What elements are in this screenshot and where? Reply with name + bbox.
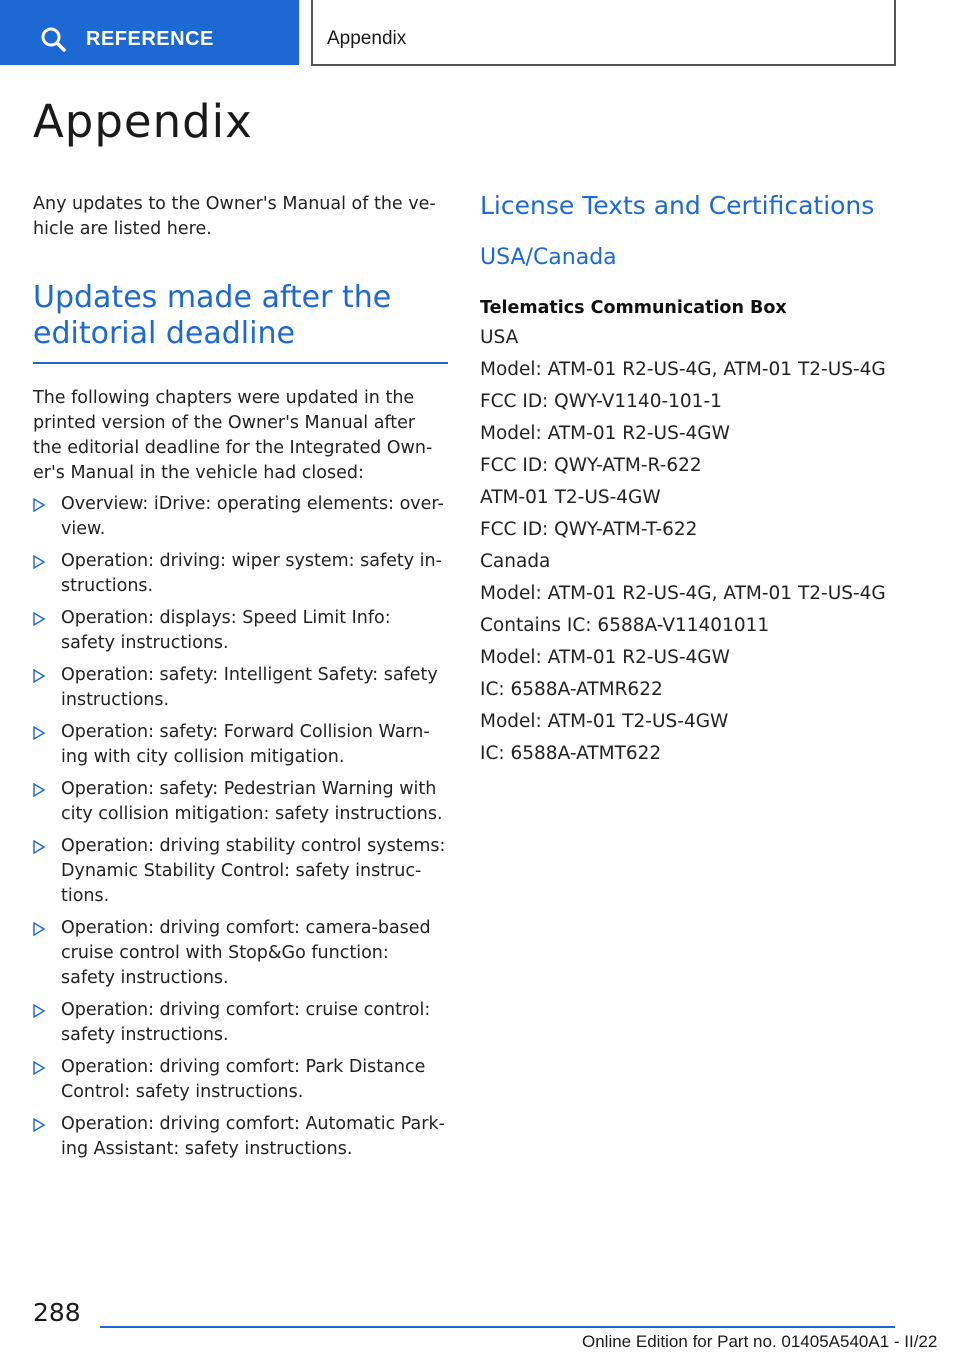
cert-line: Model: ATM-01 R2-US-4GW — [480, 423, 730, 444]
updates-paragraph: The following chapters were updated in the printed version of the Owner's Manual after the editorial deadline for the Integrated Own-er's Manual in the vehicle had closed: — [33, 387, 433, 483]
list-item-text: Operation: driving comfort: Park Distance Control: safety instructions. — [61, 1056, 426, 1102]
right-column — [480, 190, 910, 770]
updates-heading: Updates made after the editorial deadline — [33, 280, 392, 351]
triangle-bullet-icon — [33, 840, 45, 854]
search-icon — [40, 26, 66, 52]
cert-line: IC: 6588A-ATMR622 — [480, 679, 663, 700]
list-item — [33, 720, 448, 770]
intro-text: Any updates to the Owner's Manual of the ve-hicle are listed here. — [33, 194, 436, 239]
device-name: Telematics Communication Box — [480, 298, 787, 318]
list-item — [33, 606, 448, 656]
chapter-title: Appendix — [327, 28, 407, 49]
list-item — [33, 834, 448, 909]
triangle-bullet-icon — [33, 922, 45, 936]
list-item-text: Operation: safety: Intelligent Safety: safety instructions. — [61, 664, 438, 710]
cert-line: Model: ATM-01 R2-US-4G, ATM-01 T2-US-4G — [480, 583, 886, 604]
list-item-text: Operation: driving comfort: camera-based cruise control with Stop&Go function: safety instructions. — [61, 917, 431, 988]
triangle-bullet-icon — [33, 1004, 45, 1018]
cert-line: FCC ID: QWY-ATM-T-622 — [480, 519, 698, 540]
list-item-text: Operation: safety: Pedestrian Warning with city collision mitigation: safety instructions. — [61, 778, 443, 824]
section-label: REFERENCE — [86, 28, 214, 50]
page-number: 288 — [33, 1298, 81, 1327]
triangle-bullet-icon — [33, 1118, 45, 1132]
list-item-text: Operation: driving comfort: Automatic Park-ing Assistant: safety instructions. — [61, 1113, 445, 1159]
list-item — [33, 777, 448, 827]
list-item — [33, 549, 448, 599]
cert-line: Canada — [480, 551, 551, 572]
heading-rule — [33, 362, 448, 364]
region-heading: USA/Canada — [480, 245, 617, 270]
list-item — [33, 1112, 448, 1162]
triangle-bullet-icon — [33, 726, 45, 740]
cert-line: Model: ATM-01 R2-US-4GW — [480, 647, 730, 668]
list-item — [33, 998, 448, 1048]
left-column — [33, 192, 448, 1169]
certification-list — [480, 322, 910, 770]
list-item-text: Operation: driving: wiper system: safety in-structions. — [61, 550, 442, 596]
edition-text: Online Edition for Part no. 01405A540A1 - II/22 — [582, 1332, 938, 1351]
list-item — [33, 663, 448, 713]
triangle-bullet-icon — [33, 498, 45, 512]
cert-line: IC: 6588A-ATMT622 — [480, 743, 662, 764]
cert-line: ATM-01 T2-US-4GW — [480, 487, 661, 508]
cert-line: USA — [480, 327, 519, 348]
list-item-text: Operation: driving comfort: cruise control: safety instructions. — [61, 999, 431, 1045]
list-item — [33, 916, 448, 991]
triangle-bullet-icon — [33, 1061, 45, 1075]
list-item — [33, 1055, 448, 1105]
license-heading: License Texts and Certifications — [480, 191, 875, 220]
page-title: Appendix — [33, 95, 253, 148]
list-item-text: Operation: displays: Speed Limit Info: safety instructions. — [61, 607, 391, 653]
triangle-bullet-icon — [33, 555, 45, 569]
updates-list — [33, 492, 448, 1162]
cert-line: FCC ID: QWY-ATM-R-622 — [480, 455, 702, 476]
list-item-text: Operation: safety: Forward Collision Warn-ing with city collision mitigation. — [61, 721, 430, 767]
chapter-header — [311, 0, 896, 66]
cert-line: Model: ATM-01 T2-US-4GW — [480, 711, 729, 732]
triangle-bullet-icon — [33, 783, 45, 797]
footer-rule — [100, 1326, 895, 1328]
cert-line: Contains IC: 6588A-V11401011 — [480, 615, 770, 636]
triangle-bullet-icon — [33, 612, 45, 626]
list-item-text: Operation: driving stability control systems: Dynamic Stability Control: safety instruc-tions. — [61, 835, 446, 906]
list-item — [33, 492, 448, 542]
section-tab-reference[interactable] — [0, 0, 299, 65]
cert-line: Model: ATM-01 R2-US-4G, ATM-01 T2-US-4G — [480, 359, 886, 380]
triangle-bullet-icon — [33, 669, 45, 683]
cert-line: FCC ID: QWY-V1140-101-1 — [480, 391, 722, 412]
list-item-text: Overview: iDrive: operating elements: over-view. — [61, 493, 444, 539]
